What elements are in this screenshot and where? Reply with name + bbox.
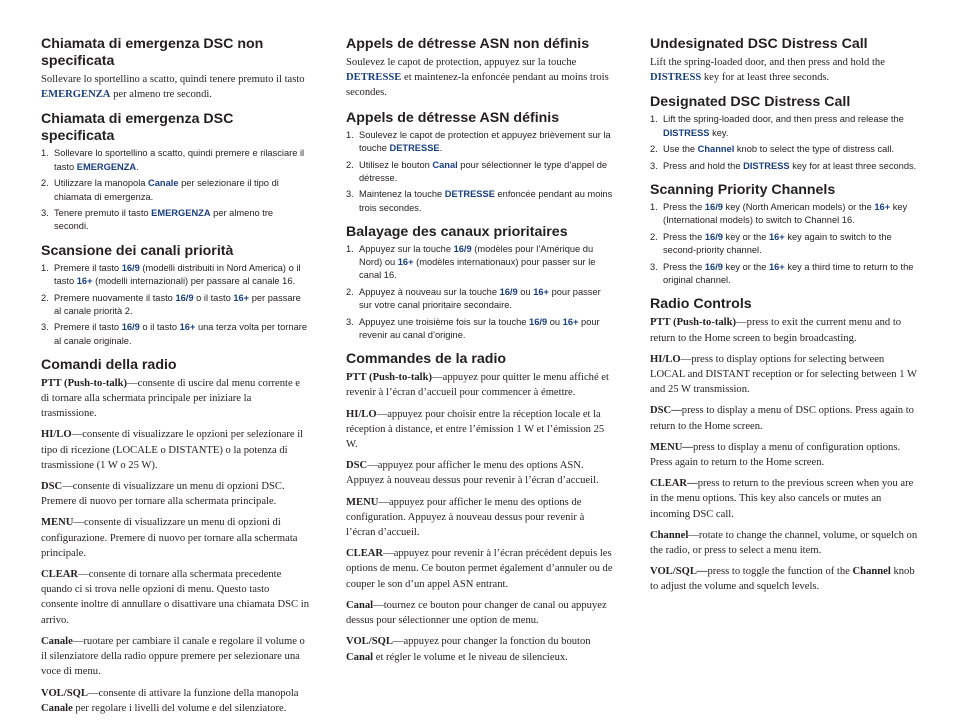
key-label: EMERGENZA (76, 161, 137, 172)
list-item: 1. Lift the spring-loaded door, and then press and release the DISTRESS key. (650, 114, 904, 138)
list-item: 3. Press and hold the DISTRESS key for at least three seconds. (650, 161, 917, 172)
control-clear: CLEAR—appuyez pour revenir à l’écran précédent depuis les options de menu. Ce bouton permet également d’annuler ou de couper le son d’un appel ASN entrant. (346, 548, 613, 590)
control-channel: Canal—tournez ce bouton pour changer de canal ou appuyez dessus pour sélectionner une option de menu. (346, 599, 607, 627)
key-label: 16/9 (175, 292, 194, 303)
key-label: 16/9 (499, 286, 518, 297)
section-radio-controls (41, 357, 309, 716)
section-dsc-undefined (346, 36, 614, 101)
section-title: Appels de détresse ASN non définis (346, 36, 590, 52)
key-label: Canal (432, 159, 458, 170)
key-label: 16/9 (121, 262, 140, 273)
key-label: 16+ (76, 275, 93, 286)
key-label: 16/9 (529, 316, 548, 327)
section-priority-scan (41, 243, 309, 348)
section-title: Chiamata di emergenza DSC specificata (41, 111, 234, 145)
column-english (650, 36, 918, 604)
key-label: 16+ (397, 257, 414, 268)
key-label: 16+ (874, 202, 891, 213)
control-channel: Channel—rotate to change the channel, volume, or squelch on the radio, or press to select a menu item. (650, 529, 918, 557)
key-label: EMERGENZA (151, 208, 211, 219)
section-dsc-undefined (41, 36, 309, 102)
column-french (346, 36, 614, 674)
control-ptt: PTT (Push-to-talk)—appuyez pour quitter le menu affiché et revenir à l’écran d’accueil pour commencer à émettre. (346, 372, 609, 399)
section-dsc-undefined (650, 36, 918, 85)
section-body: Soulevez le capot de protection, appuyez sur la touche DETRESSE et maintenez-la enfoncée pendant au moins trois secondes. (346, 57, 609, 99)
section-body: Lift the spring-loaded door, and then press and hold the DISTRESS key for at least three seconds. (650, 57, 885, 84)
section-title: Radio Controls (650, 296, 752, 313)
key-label: 16+ (562, 316, 579, 327)
section-priority-scan (650, 182, 918, 287)
control-vol-sql: VOL/SQL—consente di attivare la funzione della manopola Canale per regolare i livelli del volume e del silenziatore. (41, 687, 299, 714)
steps-list (650, 113, 918, 173)
list-item: 3. Maintenez la touche DETRESSE enfoncée pendant au moins trois secondes. (346, 189, 613, 213)
key-label: DISTRESS (743, 161, 790, 172)
section-title: Scanning Priority Channels (650, 182, 836, 199)
control-ptt: PTT (Push-to-talk)—press to exit the current menu and to return to the Home screen to begin broadcasting. (650, 317, 902, 344)
key-label: DETRESSE (389, 142, 440, 153)
control-hilo: HI/LO—press to display options for selecting between LOCAL and DISTANT reception or for selecting between 1 W and 25 W transmission. (650, 353, 917, 396)
control-menu: MENU—appuyez pour afficher le menu des options de configuration. Appuyez à nouveau dessus pour revenir à l’écran d’accueil. (346, 496, 585, 539)
control-vol-sql: VOL/SQL—press to toggle the function of the Channel knob to adjust the volume and squelch levels. (650, 566, 915, 593)
list-item: 1. Soulevez le capot de protection et appuyez brièvement sur la touche DETRESSE. (346, 129, 611, 153)
control-ptt: PTT (Push-to-talk)—consente di uscire dal menu corrente e di tornare alla schermata principale per iniziare la trasmissione. (41, 377, 301, 420)
steps-list (41, 147, 309, 233)
control-dsc: DSC—appuyez pour afficher le menu des options ASN. Appuyez à nouveau dessus pour revenir à l’écran d’accueil. (346, 460, 599, 487)
key-label: 16+ (768, 232, 785, 243)
key-label: Channel (697, 144, 735, 155)
section-body: Sollevare lo sportellino a scatto, quindi tenere premuto il tasto EMERGENZA per almeno tre secondi. (41, 74, 305, 101)
section-title: Chiamata di emergenza DSC non specificata (41, 36, 264, 69)
steps-list (346, 243, 614, 342)
control-hilo: HI/LO—appuyez pour choisir entre la réception locale et la réception à distance, et entre l’émission 1 W et l’émission 25 W. (346, 408, 605, 451)
list-item: 1. Press the 16/9 key (North American models) or the 16+ key (International models) to switch to Channel 16. (650, 202, 908, 226)
list-item: 1. Premere il tasto 16/9 (modelli distribuiti in Nord America) o il tasto 16+ (modelli internazionali) per passare al canale 16. (41, 262, 301, 286)
section-priority-scan (346, 224, 614, 342)
key-label: DETRESSE (444, 189, 495, 200)
key-label: 16/9 (121, 322, 140, 333)
control-clear: CLEAR—press to return to the previous screen when you are in the menu options. This key also cancels or mutes an incoming DSC call. (650, 478, 914, 520)
list-item: 2. Press the 16/9 key or the 16+ key again to switch to the second-priority channel. (650, 232, 892, 256)
section-dsc-defined (650, 94, 918, 173)
section-title: Scansione dei canali priorità (41, 242, 234, 259)
key-label: 16+ (233, 292, 250, 303)
section-title: Appels de détresse ASN définis (346, 109, 560, 126)
section-radio-controls (650, 296, 918, 594)
list-item: 2. Appuyez à nouveau sur la touche 16/9 ou 16+ pour passer sur votre canal prioritaire secondaire. (346, 286, 601, 311)
control-vol-sql: VOL/SQL—appuyez pour changer la fonction du bouton Canal et régler le volume et le niveau de silencieux. (346, 636, 591, 663)
column-italian (41, 36, 309, 725)
list-item: 2. Use the Channel knob to select the type of distress call. (650, 144, 894, 155)
control-hilo: HI/LO—consente di visualizzare le opzioni per selezionare il tipo di ricezione (LOCALE o DISTANTE) o la potenza di trasmissione (1 W o 25 W). (41, 429, 304, 471)
control-dsc: DSC—consente di visualizzare un menu di opzioni DSC. Premere di nuovo per tornare alla schermata principale. (41, 481, 285, 508)
key-label: 16/9 (704, 232, 723, 243)
section-title: Balayage des canaux prioritaires (346, 223, 568, 240)
list-item: 2. Premere nuovamente il tasto 16/9 o il tasto 16+ per passare al canale priorità 2. (41, 292, 301, 316)
section-radio-controls (346, 351, 614, 664)
section-title: Comandi della radio (41, 356, 177, 373)
list-item: 3. Appuyez une troisième fois sur la touche 16/9 ou 16+ pour revenir au canal d’origine. (346, 316, 600, 341)
list-item: 3. Press the 16/9 key or the 16+ key a third time to return to the original channel. (650, 262, 914, 286)
control-channel: Canale—ruotare per cambiare il canale e regolare il volume o il silenziatore della radio oppure premere per selezionare una voce di menu. (41, 635, 305, 678)
control-menu: MENU—consente di visualizzare un menu di opzioni di configurazione. Premere di nuovo per tornare alla schermata principale. (41, 517, 298, 559)
list-item: 2. Utilizzare la manopola Canale per selezionare il tipo di chiamata di emergenza. (41, 178, 279, 202)
key-label: 16+ (533, 286, 549, 297)
key-label: 16+ (179, 322, 196, 333)
key-label: 16/9 (453, 243, 472, 254)
key-label: 16+ (768, 262, 785, 273)
key-label: DISTRESS (663, 127, 710, 138)
control-dsc: DSC—press to display a menu of DSC options. Press again to return to the Home screen. (650, 405, 914, 432)
key-label: 16/9 (704, 262, 723, 273)
key-label: DISTRESS (650, 72, 702, 84)
section-title: Designated DSC Distress Call (650, 94, 851, 111)
steps-list (346, 129, 614, 215)
control-clear: CLEAR—consente di tornare alla schermata precedente quando ci si trova nelle opzioni di menu. Questo tasto consente inoltre di annullare o disattivare una chiamata DSC in arrivo. (41, 569, 309, 626)
list-item: 3. Tenere premuto il tasto EMERGENZA per almeno tre secondi. (41, 208, 274, 232)
list-item: 1. Appuyez sur la touche 16/9 (modèles pour l’Amérique du Nord) ou 16+ (modèles internationaux) pour passer sur le canal 16. (346, 243, 596, 281)
steps-list (41, 262, 309, 348)
list-item: 1. Sollevare lo sportellino a scatto, quindi premere e rilasciare il tasto EMERGENZA. (41, 148, 305, 172)
key-label: EMERGENZA (41, 89, 111, 101)
key-label: 16/9 (704, 202, 723, 213)
steps-list (650, 201, 918, 287)
control-menu: MENU—press to display a menu of configuration options. Press again to return to the Home screen. (650, 441, 901, 469)
key-label: Canale (148, 178, 179, 189)
section-dsc-defined (346, 110, 614, 215)
section-dsc-defined (41, 111, 309, 233)
list-item: 2. Utilisez le bouton Canal pour sélectionner le type d’appel de détresse. (346, 159, 608, 183)
section-title: Commandes de la radio (346, 351, 507, 368)
key-label: DETRESSE (346, 72, 402, 84)
section-title: Undesignated DSC Distress Call (650, 36, 868, 52)
list-item: 3. Premere il tasto 16/9 o il tasto 16+ una terza volta per tornare al canale originale. (41, 322, 308, 346)
